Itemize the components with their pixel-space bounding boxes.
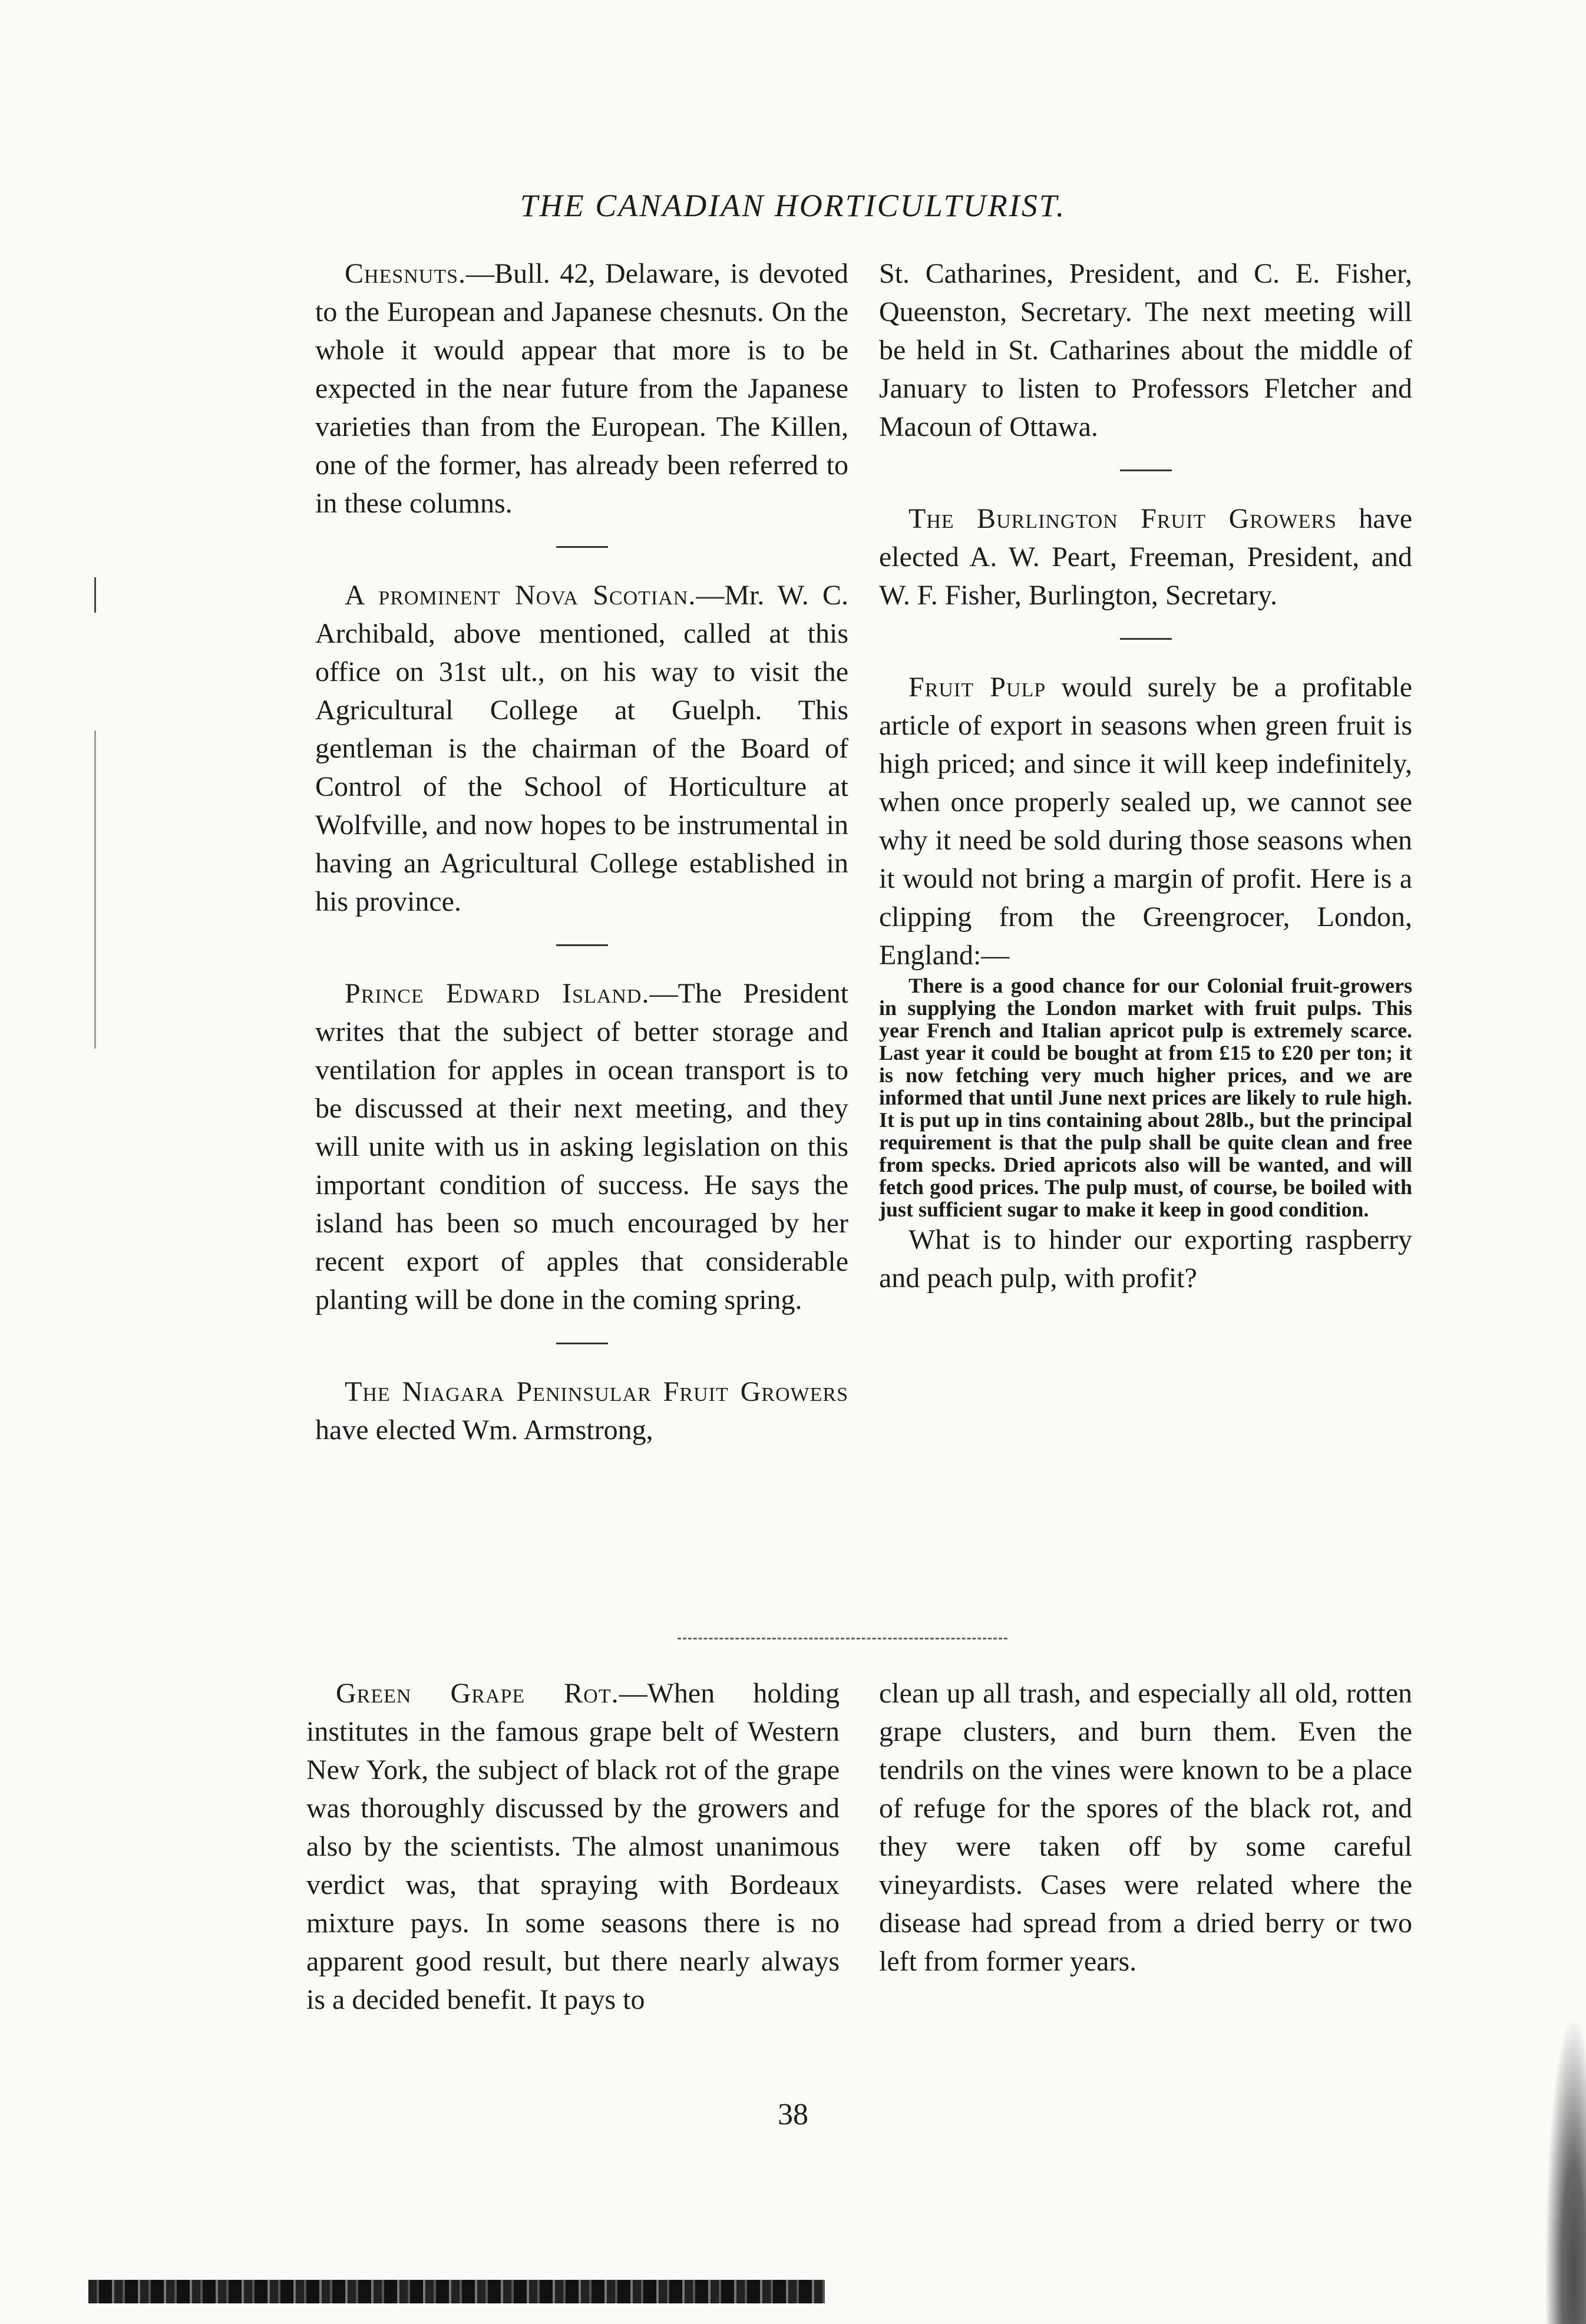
lower-right-column bbox=[879, 1674, 1412, 1981]
divider-rule bbox=[556, 546, 608, 548]
grape-rot-continuation: clean up all trash, and especially all old, rotten grape clusters, and burn them. Even the tendrils on the vines were known to be a place of refuge for the spores of the black rot, and they were taken off by some careful vineyardists. Cases were related where the disease had spread from a dried berry or two left from former years. bbox=[879, 1678, 1412, 1977]
burlington-paragraph bbox=[879, 500, 1412, 614]
right-column bbox=[879, 254, 1412, 1297]
burlington-heading: The Burlington Fruit Growers bbox=[908, 503, 1337, 534]
niagara-continuation: St. Catharines, President, and C. E. Fisher, Queenston, Secretary. The next meeting will be held in St. Catharines about the middle of January to listen to Professors Fletcher and Macoun of Ottawa. bbox=[879, 258, 1412, 442]
niagara-heading: The Niagara Peninsular Fruit Growers bbox=[345, 1376, 848, 1407]
scan-edge-bar bbox=[88, 2280, 825, 2303]
fruit-pulp-paragraph bbox=[879, 668, 1412, 974]
pei-heading: Prince Edward Island. bbox=[345, 978, 650, 1009]
margin-mark bbox=[94, 577, 96, 613]
nova-scotian-paragraph bbox=[315, 576, 848, 921]
divider-rule bbox=[1120, 470, 1172, 471]
chesnuts-paragraph bbox=[315, 254, 848, 523]
page-header: THE CANADIAN HORTICULTURIST. bbox=[520, 188, 1066, 223]
margin-mark bbox=[94, 730, 96, 1049]
pei-paragraph bbox=[315, 974, 848, 1319]
nova-scotian-heading: A prominent Nova Scotian. bbox=[345, 580, 696, 611]
left-column bbox=[315, 254, 848, 1449]
nova-scotian-text: —Mr. W. C. Archibald, above mentioned, called at this office on 31st ult., on his way to visit the Agricultural College at Guelph. This gentleman is the chairman of the Board of Control of the School of Horticulture at Wolfville, and now hopes to be instrumental in having an Agricultural College established in his province. bbox=[315, 580, 849, 917]
chesnuts-heading: Chesnuts. bbox=[345, 258, 467, 289]
niagara-text: have elected Wm. Armstrong, bbox=[315, 1414, 653, 1446]
divider-rule bbox=[556, 1343, 608, 1344]
section-divider bbox=[678, 1638, 1007, 1639]
fruit-pulp-heading: Fruit Pulp bbox=[908, 672, 1046, 703]
greengrocer-quote: There is a good chance for our Colonial fruit-growers in supplying the London market with fruit pulps. This year French and Italian apricot pulp is extremely scarce. Last year it could be bought at from £15 to £20 per ton; it is now fetching very much higher prices, and we are informed that until June next prices are likely to rule high. It is put up in tins containing about 28lb., but the principal requirement is that the pulp shall be quite clean and free from specks. Dried apricots also will be wanted, and will fetch good prices. The pulp must, of course, be boiled with just sufficient sugar to make it keep in good condition. bbox=[879, 974, 1412, 1221]
niagara-paragraph bbox=[315, 1373, 848, 1449]
divider-rule bbox=[556, 944, 608, 946]
grape-rot-paragraph bbox=[306, 1674, 840, 2019]
lower-left-column bbox=[306, 1674, 840, 2019]
fruit-pulp-text: would surely be a profitable article of export in seasons when green fruit is high priced; and since it will keep indefinitely, when once properly sealed up, we cannot see why it need be sold during those seasons when it would not bring a margin of profit. Here is a clipping from the Greengrocer, London, England:— bbox=[879, 672, 1412, 971]
grape-rot-heading: Green Grape Rot. bbox=[336, 1678, 619, 1709]
page-number: 38 bbox=[778, 2098, 808, 2131]
divider-rule bbox=[1120, 638, 1172, 640]
pei-text: —The President writes that the subject of better storage and ventilation for apples in ocean transport is to be discussed at their next meeting, and they will unite with us in asking legislation on this important condition of success. He says the island has been so much encouraged by her recent export of apples that considerable planting will be done in the coming spring. bbox=[315, 978, 849, 1315]
scan-edge-shadow bbox=[1545, 2015, 1586, 2324]
chesnuts-text: —Bull. 42, Delaware, is devoted to the European and Japanese chesnuts. On the whole it would appear that more is to be expected in the near future from the Japanese varieties than from the European. The Killen, one of the former, has already been referred to in these columns. bbox=[315, 258, 848, 519]
burlington-text: have elected A. W. Peart, Freeman, President, and W. F. Fisher, Burlington, Secretary. bbox=[879, 503, 1412, 611]
grape-rot-text: —When holding institutes in the famous grape belt of Western New York, the subject of black rot of the grape was thoroughly discussed by the growers and also by the scientists. The almost unanimous verdict was, that spraying with Bordeaux mixture pays. In some seasons there is no apparent good result, but there nearly always is a decided benefit. It pays to bbox=[306, 1678, 840, 2015]
closing-question: What is to hinder our exporting raspberry and peach pulp, with profit? bbox=[879, 1224, 1412, 1294]
